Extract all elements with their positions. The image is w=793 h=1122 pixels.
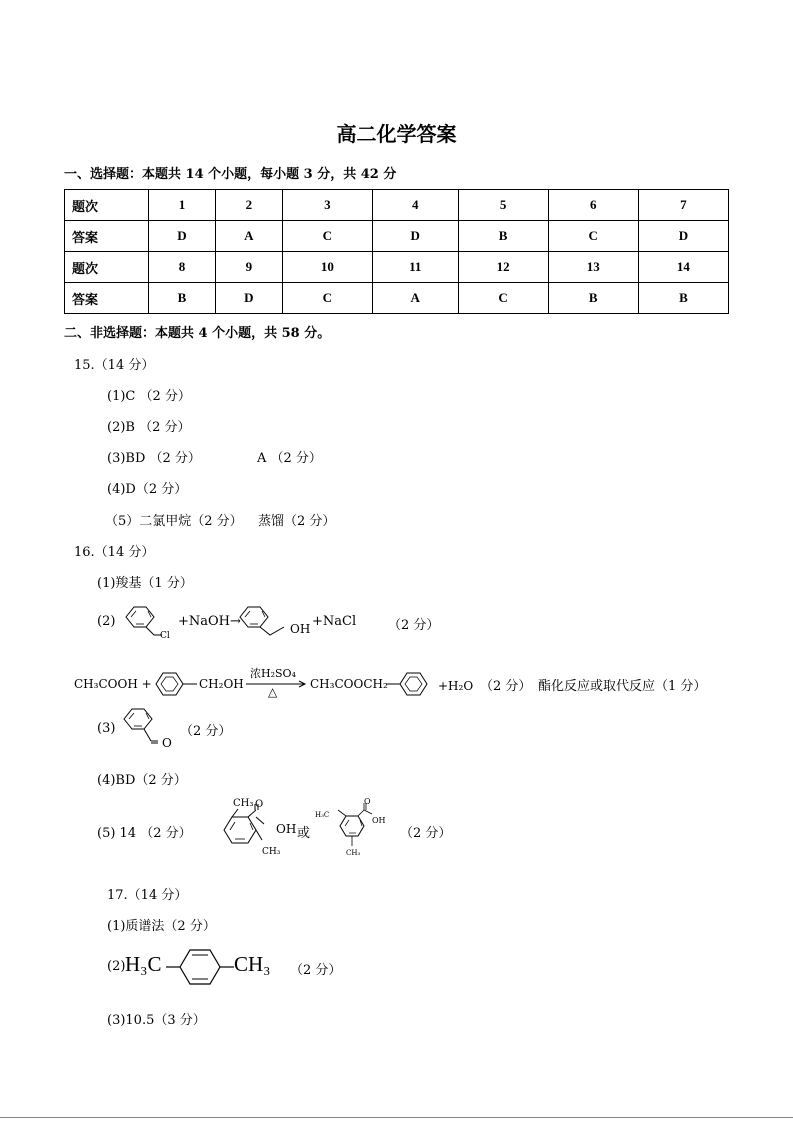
water-product: +H₂O [438, 679, 474, 693]
hydroxymethyl-label: CH₂OH [199, 677, 244, 691]
table-row [65, 252, 729, 283]
nacl-product: +NaCl [312, 614, 357, 629]
q17-part1: (1)质谱法（2 分） [107, 919, 216, 934]
q15-part5-b: 蒸馏（2 分） [258, 514, 336, 529]
q15-header: 15.（14 分） [74, 358, 155, 373]
answer-table [64, 189, 729, 314]
benzene-ring-structure [386, 668, 438, 702]
hydroxyl-label: OH [290, 622, 311, 636]
reaction-type: 酯化反应或取代反应（1 分） [538, 679, 707, 694]
answer-cell: C [282, 221, 372, 252]
q16-part3-score: （2 分） [180, 724, 232, 739]
section-2-heading: 二、非选择题：本题共 4 个小题，共 58 分。 [64, 326, 331, 341]
answer-cell: A [215, 221, 282, 252]
xylene-left-methyl: H₃C [125, 952, 162, 976]
carbonyl-oxygen-label: O [162, 736, 172, 750]
question-number: 14 [638, 252, 728, 283]
q17-part2-score: （2 分） [290, 963, 342, 978]
answer-cell: A [372, 283, 458, 314]
answer-cell: B [548, 283, 638, 314]
question-number: 5 [458, 190, 548, 221]
xylene-right-methyl: CH₃ [234, 952, 271, 976]
table-row-label: 答案 [65, 221, 149, 252]
question-number: 12 [458, 252, 548, 283]
q17-part3: (3)10.5（3 分） [107, 1013, 206, 1028]
question-number: 2 [215, 190, 282, 221]
question-number: 1 [149, 190, 216, 221]
answer-cell: B [638, 283, 728, 314]
question-number: 10 [282, 252, 372, 283]
q15-part2: (2)B （2 分） [107, 420, 191, 435]
question-number: 13 [548, 252, 638, 283]
q17-header: 17.（14 分） [107, 888, 188, 903]
q15-part5-a: （5）二氯甲烷（2 分） [105, 514, 243, 529]
table-row [65, 221, 729, 252]
q16-part4: (4)BD（2 分） [97, 773, 187, 788]
answer-cell: D [638, 221, 728, 252]
answer-cell: C [548, 221, 638, 252]
meta-acid-hydroxyl-label: OH [372, 816, 386, 825]
heat-condition: △ [268, 685, 278, 699]
catalyst-condition: 浓H₂SO₄ [250, 667, 296, 680]
q16-part2-label: (2) [97, 614, 116, 629]
meta-methyl-bottom-label: CH₃ [346, 849, 361, 857]
answer-cell: D [372, 221, 458, 252]
ortho-methyl-label: CH₃ [233, 798, 254, 809]
q16-part5-score: （2 分） [400, 826, 452, 841]
answer-cell: C [282, 283, 372, 314]
question-number: 4 [372, 190, 458, 221]
naoh-reagent: +NaOH→ [178, 614, 241, 629]
or-connector: 或 [297, 826, 311, 841]
question-number: 9 [215, 252, 282, 283]
q16-part1: (1)羧基（1 分） [97, 576, 193, 591]
answer-cell: B [149, 283, 216, 314]
question-number: 11 [372, 252, 458, 283]
q15-part3-b: A （2 分） [257, 451, 322, 466]
meta-methyl-left-label: H₃C [315, 811, 330, 819]
table-row [65, 283, 729, 314]
question-number: 7 [638, 190, 728, 221]
ester-product: CH₃COOCH₂ [310, 677, 388, 691]
answer-cell: B [458, 221, 548, 252]
q15-part3-a: (3)BD （2 分） [107, 451, 201, 466]
meta-acid-oxygen-label: O [364, 797, 371, 806]
table-row [65, 190, 729, 221]
q16-part3-label: (3) [97, 721, 116, 736]
answer-cell: C [458, 283, 548, 314]
q16-part2-score: （2 分） [388, 618, 440, 633]
acetic-acid-reactant: CH₃COOH + [74, 677, 152, 691]
question-number: 8 [149, 252, 216, 283]
question-number: 3 [282, 190, 372, 221]
p-xylene-ring-structure [166, 944, 238, 990]
equation-score: （2 分） [480, 679, 532, 694]
q16-part5-label: (5) 14 （2 分） [97, 826, 192, 841]
page-bottom-divider [0, 1117, 793, 1118]
page-title: 高二化学答案 [336, 122, 457, 146]
section-1-heading: 一、选择题：本题共 14 个小题，每小题 3 分，共 42 分 [64, 167, 397, 182]
q16-header: 16.（14 分） [74, 545, 155, 560]
answer-cell: D [215, 283, 282, 314]
table-row-label: 答案 [65, 283, 149, 314]
chloro-label: Cl [160, 631, 170, 641]
table-row-label: 题次 [65, 190, 149, 221]
acid-oxygen-label: O [255, 799, 264, 810]
q15-part4: (4)D（2 分） [107, 482, 188, 497]
table-row-label: 题次 [65, 252, 149, 283]
question-number: 6 [548, 190, 638, 221]
acid-hydroxyl-label: OH [276, 822, 297, 836]
q17-part2-label: (2) [107, 959, 126, 974]
ortho-methyl-bottom-label: CH₃ [262, 847, 281, 857]
benzyl-alcohol-structure [236, 603, 296, 643]
q15-part1: (1)C （2 分） [107, 389, 191, 404]
answer-cell: D [149, 221, 216, 252]
